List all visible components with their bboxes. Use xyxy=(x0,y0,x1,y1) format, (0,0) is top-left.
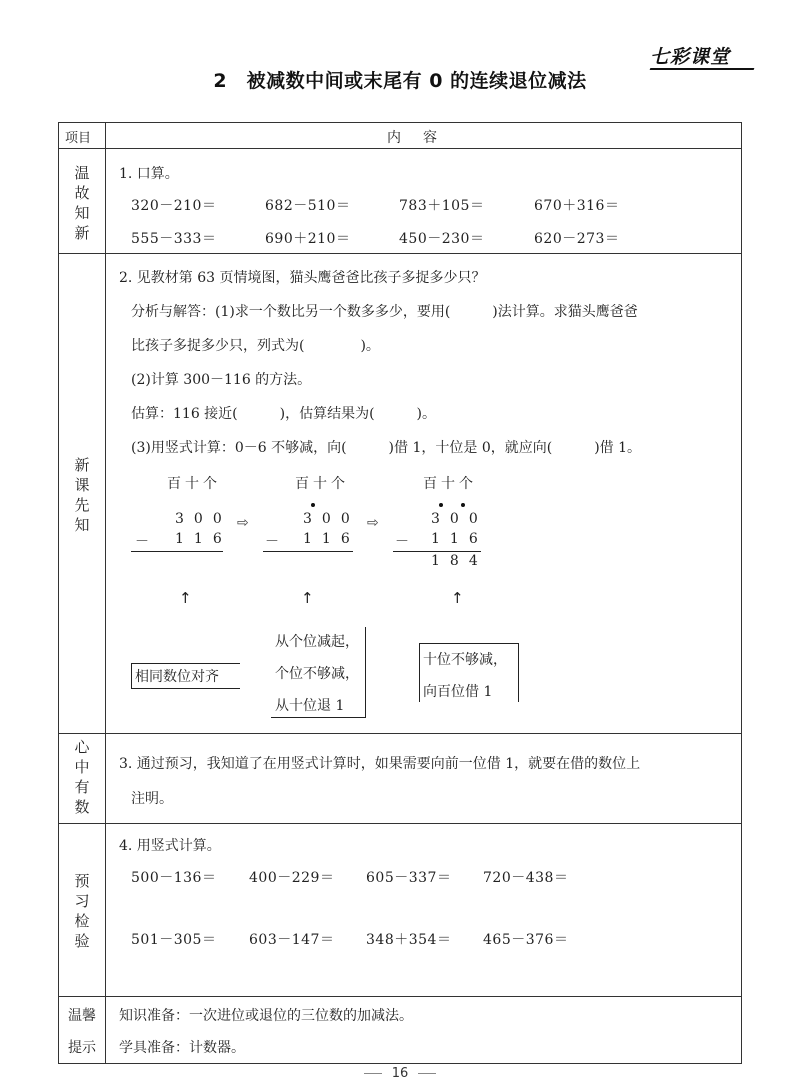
vertical-calc-item: 348＋354＝ xyxy=(366,932,452,948)
arrow-up-icon: ↑ xyxy=(179,589,192,607)
subtrahend-digits: 116 xyxy=(175,531,232,547)
oral-calc-item: 450－230＝ xyxy=(399,231,485,247)
calc-underline xyxy=(393,551,481,552)
section-label-reflection: 心 中 有 数 xyxy=(74,738,90,816)
note-start-line: 从个位减起， xyxy=(275,634,359,650)
note-start-line: 个位不够减， xyxy=(275,666,359,682)
row-divider xyxy=(59,996,741,997)
borrow-dot xyxy=(439,503,443,507)
vertical-calc-item: 465－376＝ xyxy=(483,932,569,948)
vertical-calc-item: 720－438＝ xyxy=(483,870,569,886)
question-3-line-1: 3. 通过预习，我知道了在用竖式计算时，如果需要向前一位借 1，就要在借的数位上 xyxy=(119,756,641,772)
arrow-right-icon: ⇨ xyxy=(367,515,379,531)
calc-underline xyxy=(263,551,353,552)
vertical-calc-item: 400－229＝ xyxy=(249,870,335,886)
page-number: 16 xyxy=(0,1066,800,1081)
oral-calc-item: 320－210＝ xyxy=(131,198,217,214)
oral-calc-item: 682－510＝ xyxy=(265,198,351,214)
analysis-line-2: 比孩子多捉多少只，列式为( )。 xyxy=(131,338,380,354)
minus-sign: － xyxy=(395,534,409,550)
question-2-title: 2. 见教材第 63 页情境图，猫头鹰爸爸比孩子多捉多少只？ xyxy=(119,270,486,286)
section-label-preview: 预 习 检 验 xyxy=(74,872,90,950)
row-divider xyxy=(59,823,741,824)
note-align-text: 相同数位对齐 xyxy=(135,669,219,685)
section-label-review: 温 故 知 新 xyxy=(74,164,90,242)
oral-calc-item: 670＋316＝ xyxy=(534,198,620,214)
minuend-digits: 300 xyxy=(303,511,360,527)
arrow-right-icon: ⇨ xyxy=(237,515,249,531)
vertical-calc-item: 605－337＝ xyxy=(366,870,452,886)
note-borrow-line: 十位不够减， xyxy=(423,652,507,668)
header-content: 内容 xyxy=(387,130,459,146)
minus-sign: － xyxy=(265,534,279,550)
borrow-dot xyxy=(461,503,465,507)
subtrahend-digits: 116 xyxy=(431,531,488,547)
section-label-tips-1: 温馨 xyxy=(68,1008,96,1024)
question-3-line-2: 注明。 xyxy=(131,791,173,807)
calc-underline xyxy=(131,551,223,552)
section-label-tips-2: 提示 xyxy=(68,1040,96,1056)
vertical-calc-item: 501－305＝ xyxy=(131,932,217,948)
borrow-dot xyxy=(311,503,315,507)
row-divider xyxy=(59,733,741,734)
column-divider xyxy=(105,123,106,1063)
arrow-up-icon: ↑ xyxy=(451,589,464,607)
row-divider xyxy=(59,148,741,149)
minuend-digits: 300 xyxy=(175,511,232,527)
result-digits: 184 xyxy=(431,553,488,569)
oral-calc-item: 690＋210＝ xyxy=(265,231,351,247)
oral-calc-item: 555－333＝ xyxy=(131,231,217,247)
analysis-line-1: 分析与解答：(1)求一个数比另一个数多多少，要用( )法计算。求猫头鹰爸爸 xyxy=(131,304,638,320)
worksheet-table xyxy=(58,122,742,1064)
arrow-up-icon: ↑ xyxy=(301,589,314,607)
note-start-line: 从十位退 1 xyxy=(275,698,345,714)
question-1-title: 1. 口算。 xyxy=(119,166,179,182)
vertical-calc-item: 603－147＝ xyxy=(249,932,335,948)
tips-knowledge: 知识准备：一次进位或退位的三位数的加减法。 xyxy=(119,1008,413,1024)
oral-calc-item: 783＋105＝ xyxy=(399,198,485,214)
tips-tools: 学具准备：计数器。 xyxy=(119,1040,245,1056)
analysis-line-3: (2)计算 300－116 的方法。 xyxy=(131,372,312,388)
analysis-line-4: 估算：116 接近( )，估算结果为( )。 xyxy=(131,406,437,422)
analysis-line-5: (3)用竖式计算：0－6 不够减，向( )借 1，十位是 0，就应向( )借 1。 xyxy=(131,440,642,456)
place-value-header: 百十个 xyxy=(295,476,349,492)
question-4-title: 4. 用竖式计算。 xyxy=(119,838,221,854)
minus-sign: － xyxy=(135,534,149,550)
place-value-header: 百十个 xyxy=(423,476,477,492)
row-divider xyxy=(59,253,741,254)
oral-calc-item: 620－273＝ xyxy=(534,231,620,247)
header-item: 项目 xyxy=(65,131,92,146)
vertical-calc-item: 500－136＝ xyxy=(131,870,217,886)
brand-logo: 七彩课堂 xyxy=(650,42,760,72)
section-label-new-lesson: 新 课 先 知 xyxy=(74,456,90,534)
place-value-header: 百十个 xyxy=(167,476,221,492)
page-title: 2 被减数中间或末尾有 0 的连续退位减法 xyxy=(213,70,587,92)
subtrahend-digits: 116 xyxy=(303,531,360,547)
note-borrow-line: 向百位借 1 xyxy=(423,684,493,700)
minuend-digits: 300 xyxy=(431,511,488,527)
